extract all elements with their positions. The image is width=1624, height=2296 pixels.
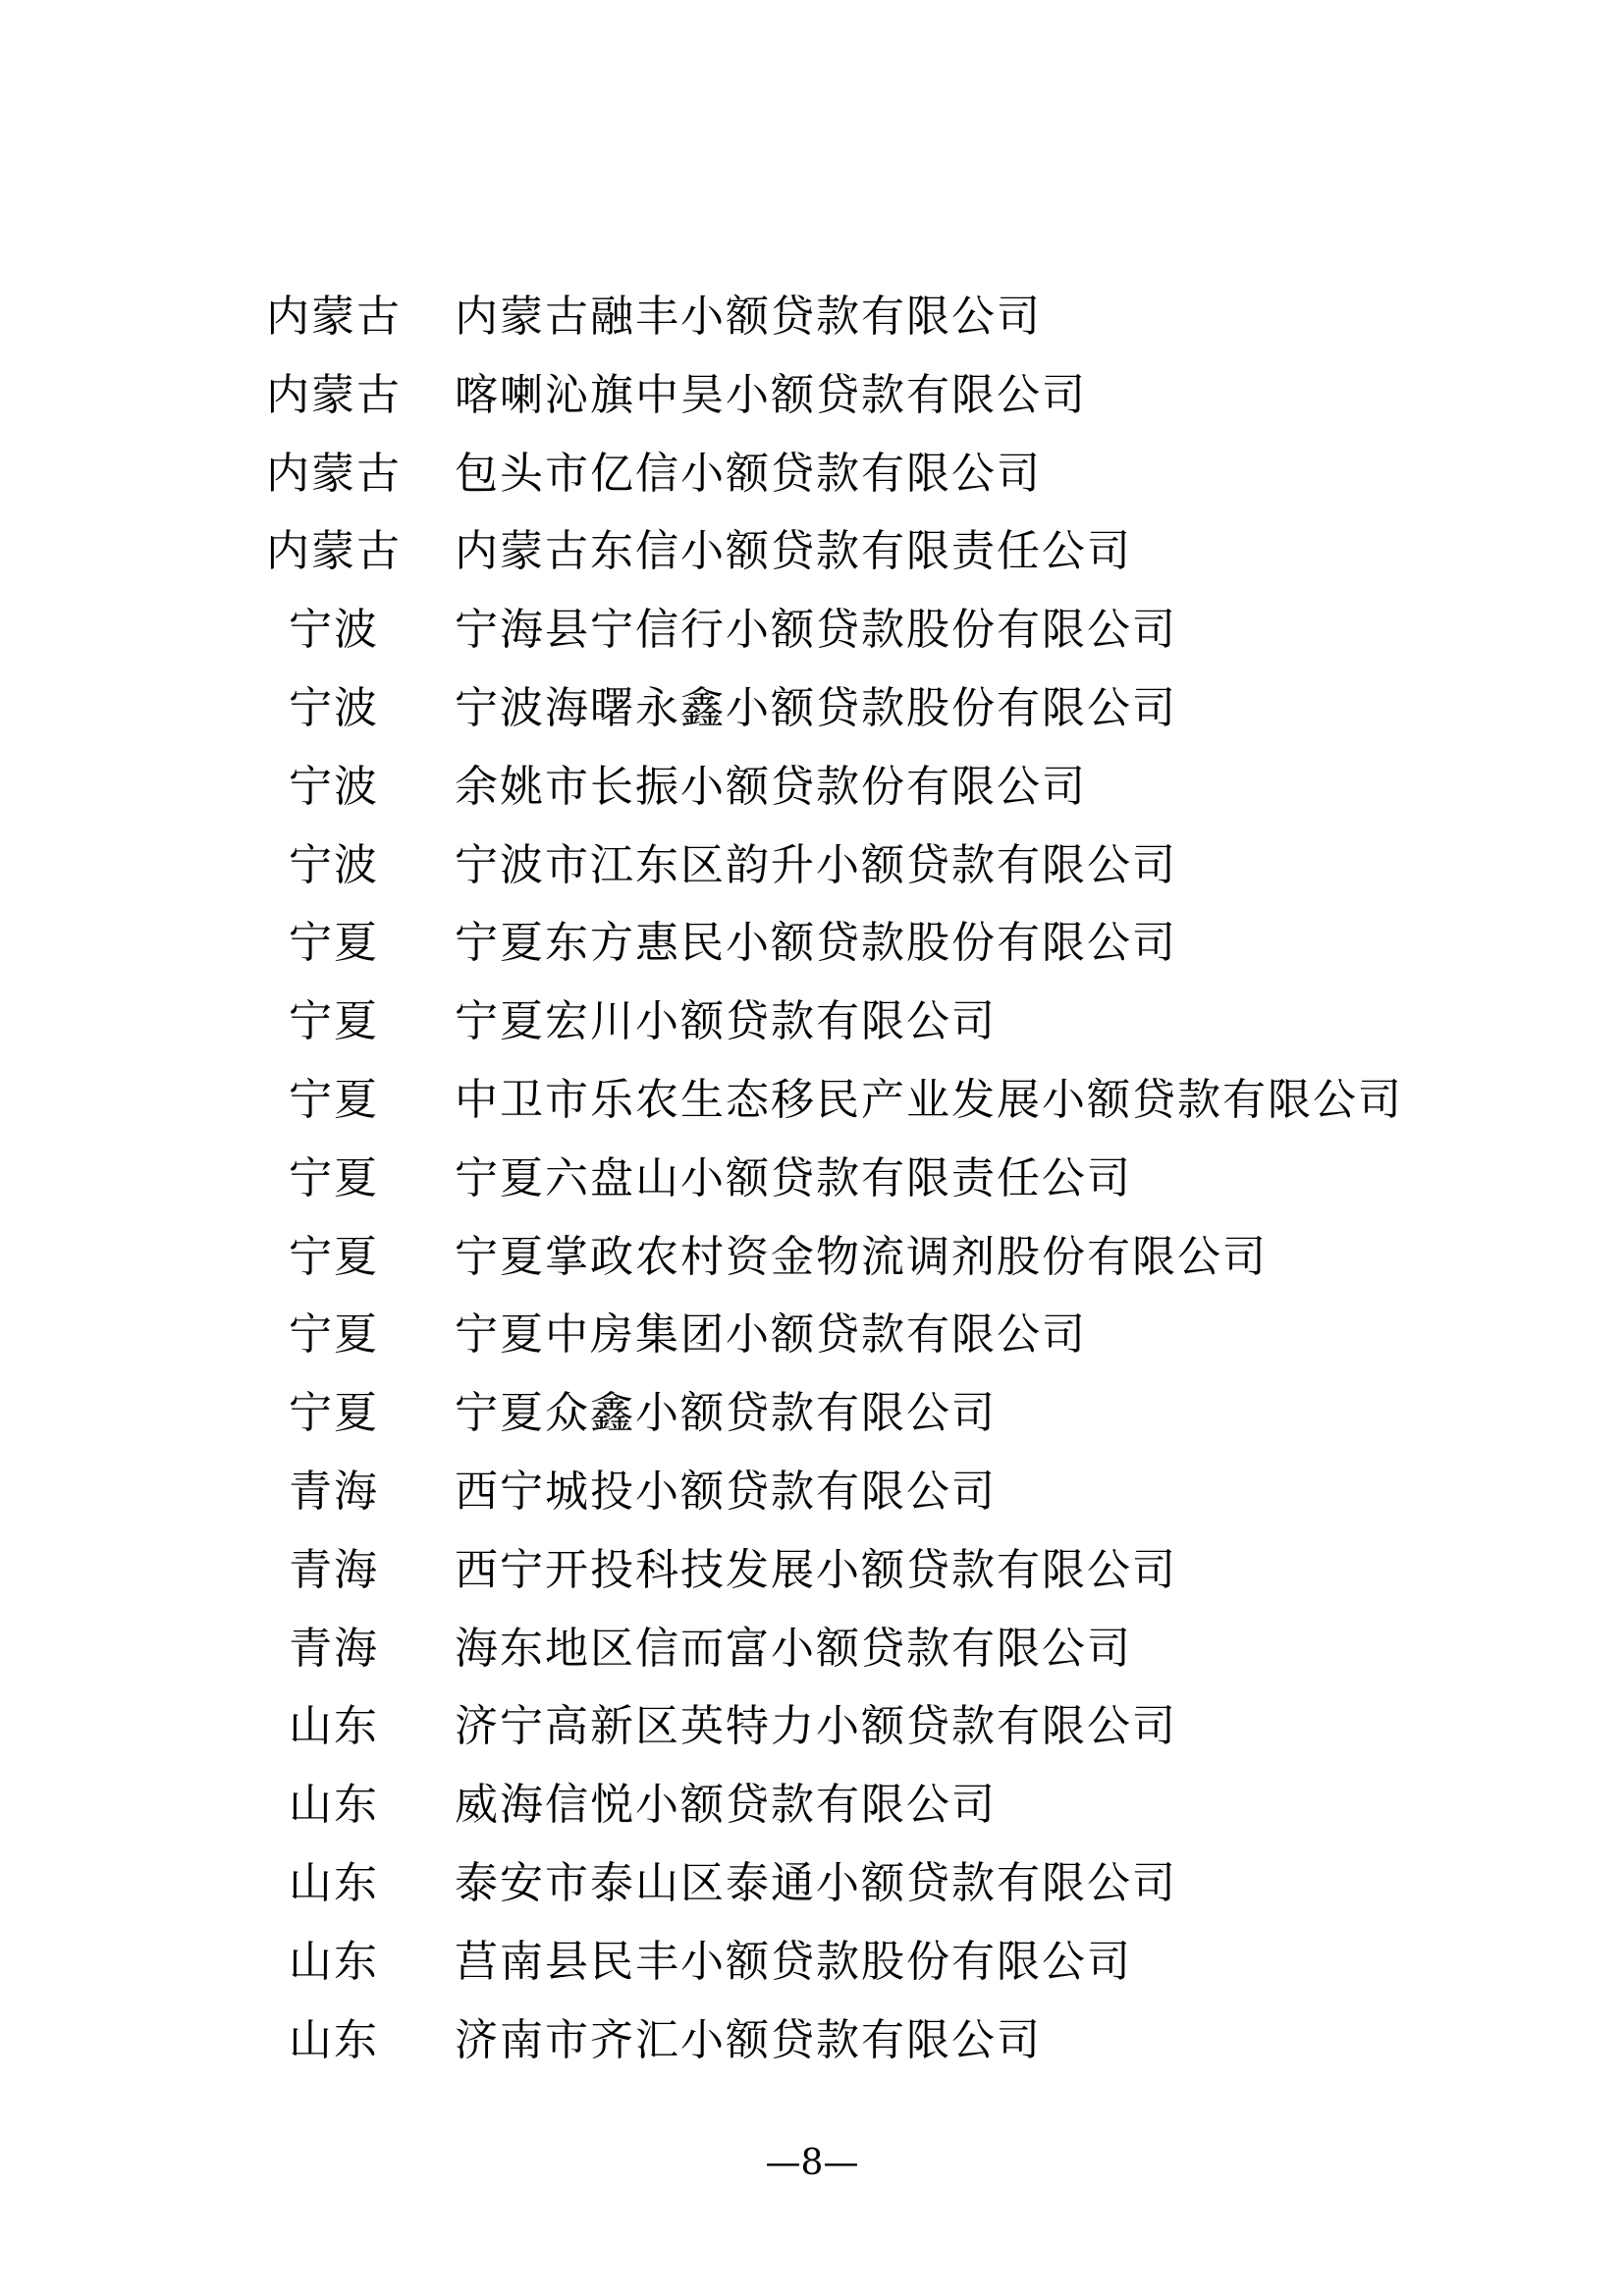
region-label: 宁夏 <box>289 918 379 969</box>
list-item <box>0 445 1624 523</box>
list-item <box>0 1071 1624 1149</box>
list-item <box>0 1854 1624 1933</box>
company-name: 内蒙古融丰小额贷款有限公司 <box>455 292 1042 342</box>
region-label: 内蒙古 <box>266 292 402 342</box>
region-label: 青海 <box>289 1623 379 1674</box>
page-number: —8— <box>765 2143 859 2183</box>
company-name: 宁夏宏川小额贷款有限公司 <box>455 996 997 1047</box>
company-name: 喀喇沁旗中昊小额贷款有限公司 <box>455 369 1087 420</box>
list-item <box>0 1463 1624 1541</box>
region-label: 宁波 <box>289 761 379 812</box>
company-name: 海东地区信而富小额贷款有限公司 <box>455 1623 1132 1674</box>
company-name: 西宁开投科技发展小额贷款有限公司 <box>455 1544 1177 1595</box>
region-label: 山东 <box>289 1857 379 1908</box>
list-item <box>0 1620 1624 1698</box>
company-name: 中卫市乐农生态移民产业发展小额贷款有限公司 <box>455 1074 1403 1125</box>
region-label: 内蒙古 <box>266 526 402 577</box>
region-label: 山东 <box>289 2014 379 2065</box>
list-item <box>0 1228 1624 1307</box>
region-label: 宁夏 <box>289 1152 379 1203</box>
region-label: 山东 <box>289 1780 379 1831</box>
company-name: 威海信悦小额贷款有限公司 <box>455 1780 997 1831</box>
region-label: 宁夏 <box>289 1231 379 1282</box>
region-label: 宁夏 <box>289 1388 379 1439</box>
region-label: 山东 <box>289 1936 379 1987</box>
region-label: 宁波 <box>289 682 379 733</box>
company-name: 宁夏掌政农村资金物流调剂股份有限公司 <box>455 1231 1268 1282</box>
company-name: 宁夏东方惠民小额贷款股份有限公司 <box>455 918 1177 969</box>
list-item <box>0 914 1624 992</box>
list-item <box>0 2011 1624 2090</box>
region-label: 青海 <box>289 1466 379 1517</box>
list-item <box>0 836 1624 915</box>
company-name: 宁夏中房集团小额贷款有限公司 <box>455 1309 1087 1361</box>
list-item <box>0 758 1624 836</box>
company-name: 莒南县民丰小额贷款股份有限公司 <box>455 1936 1132 1987</box>
company-name: 泰安市泰山区泰通小额贷款有限公司 <box>455 1857 1177 1908</box>
company-name: 余姚市长振小额贷款份有限公司 <box>455 761 1087 812</box>
region-label: 宁波 <box>289 839 379 890</box>
list-item <box>0 601 1624 679</box>
list-item <box>0 522 1624 601</box>
company-name: 济南市齐汇小额贷款有限公司 <box>455 2014 1042 2065</box>
company-name: 宁海县宁信行小额贷款股份有限公司 <box>455 605 1177 656</box>
region-label: 宁夏 <box>289 996 379 1047</box>
company-name: 西宁城投小额贷款有限公司 <box>455 1466 997 1517</box>
list-item <box>0 1933 1624 2011</box>
company-name: 济宁高新区英特力小额贷款有限公司 <box>455 1701 1177 1752</box>
list-item <box>0 1384 1624 1463</box>
list-item <box>0 1697 1624 1776</box>
list-item <box>0 366 1624 445</box>
company-list <box>0 288 1624 2089</box>
region-label: 内蒙古 <box>266 369 402 420</box>
region-label: 宁夏 <box>289 1309 379 1361</box>
region-label: 宁波 <box>289 605 379 656</box>
list-item <box>0 1541 1624 1620</box>
company-name: 内蒙古东信小额贷款有限责任公司 <box>455 526 1132 577</box>
region-label: 内蒙古 <box>266 448 402 499</box>
company-name: 宁波海曙永鑫小额贷款股份有限公司 <box>455 682 1177 733</box>
list-item <box>0 288 1624 366</box>
list-item <box>0 679 1624 758</box>
list-item <box>0 1776 1624 1854</box>
company-name: 宁波市江东区韵升小额贷款有限公司 <box>455 839 1177 890</box>
region-label: 宁夏 <box>289 1074 379 1125</box>
company-name: 宁夏众鑫小额贷款有限公司 <box>455 1388 997 1439</box>
company-name: 包头市亿信小额贷款有限公司 <box>455 448 1042 499</box>
list-item <box>0 992 1624 1071</box>
company-name: 宁夏六盘山小额贷款有限责任公司 <box>455 1152 1132 1203</box>
list-item <box>0 1306 1624 1384</box>
list-item <box>0 1149 1624 1228</box>
region-label: 青海 <box>289 1544 379 1595</box>
region-label: 山东 <box>289 1701 379 1752</box>
